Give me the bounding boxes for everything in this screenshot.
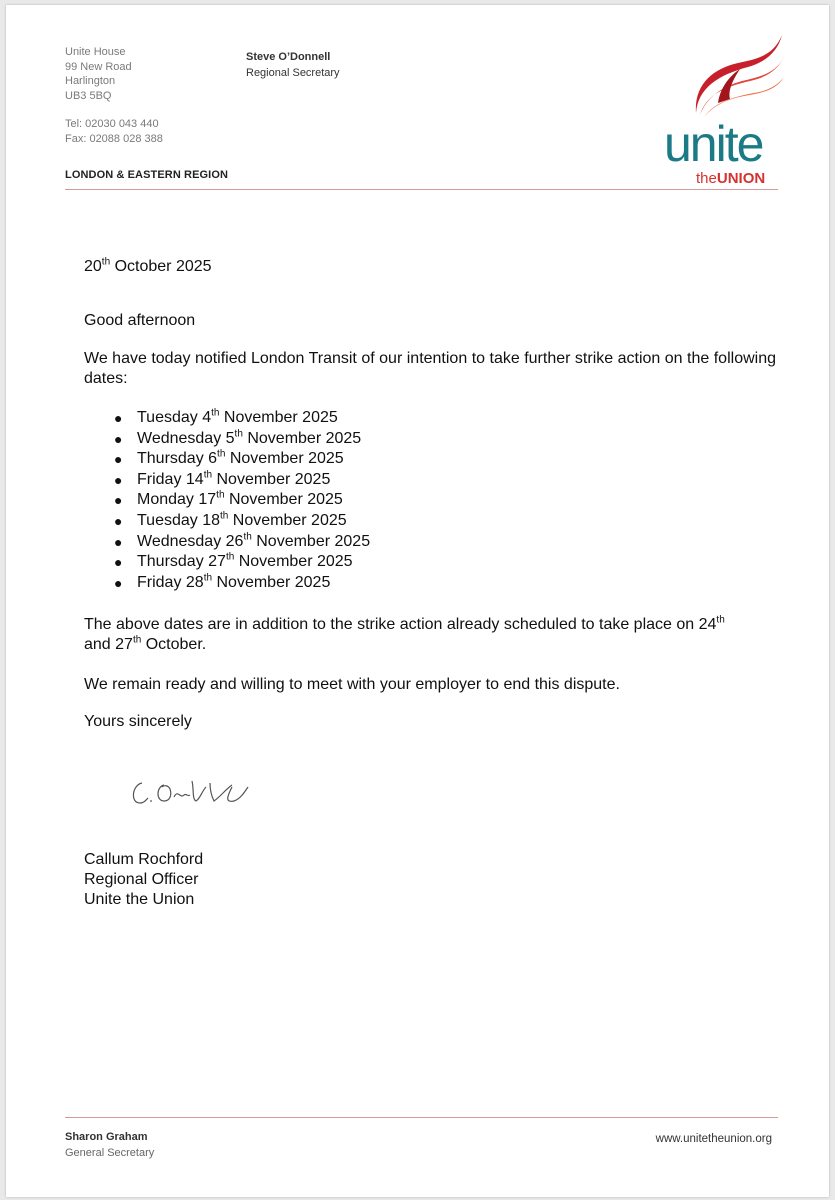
date-text: Thursday 27 bbox=[137, 553, 226, 571]
gen-sec-name: Sharon Graham bbox=[65, 1131, 148, 1143]
closing: Yours sincerely bbox=[84, 713, 192, 730]
date-suffix: th bbox=[217, 448, 226, 460]
signer-block bbox=[84, 850, 203, 910]
footer-rule bbox=[65, 1117, 778, 1118]
bullet-icon: ● bbox=[114, 554, 123, 571]
additional-text: The above dates are in addition to the strike action already scheduled to take place on 24 bbox=[84, 616, 717, 633]
list-item bbox=[84, 490, 484, 511]
date-text: Tuesday 4 bbox=[137, 409, 212, 426]
date-suffix: th bbox=[101, 256, 111, 268]
date-text: November 2025 bbox=[212, 470, 331, 488]
additional-line-1 bbox=[84, 615, 776, 635]
date-suffix: th bbox=[243, 531, 252, 543]
date-text: November 2025 bbox=[225, 450, 344, 468]
additional-paragraph bbox=[84, 615, 776, 655]
date-text: November 2025 bbox=[224, 491, 343, 509]
greeting: Good afternoon bbox=[84, 312, 196, 329]
meet-paragraph: We remain ready and willing to meet with your employer to end this dispute. bbox=[84, 676, 620, 693]
date-suffix: th bbox=[211, 407, 220, 419]
date-text: Tuesday 18 bbox=[137, 511, 221, 529]
list-item bbox=[84, 573, 484, 594]
date-text: Friday 14 bbox=[137, 470, 204, 488]
logo-union: UNION bbox=[716, 170, 766, 187]
bullet-icon: ● bbox=[114, 471, 123, 488]
address-line: Harlington bbox=[65, 75, 116, 87]
logo-wordmark: unite bbox=[664, 116, 763, 172]
additional-suffix: th bbox=[716, 614, 725, 626]
list-item bbox=[84, 532, 484, 553]
signer-name: Callum Rochford bbox=[84, 851, 204, 868]
fax: Fax: 02088 028 388 bbox=[65, 132, 163, 145]
secretary-name: Steve O’Donnell bbox=[246, 51, 331, 63]
signer-title: Regional Officer bbox=[84, 871, 199, 888]
date-text: Thursday 6 bbox=[137, 450, 218, 468]
additional-text: and 27 bbox=[84, 636, 133, 653]
date-text: November 2025 bbox=[242, 429, 362, 447]
list-item bbox=[84, 408, 484, 429]
date-text: Wednesday 26 bbox=[137, 532, 244, 550]
bullet-icon: ● bbox=[114, 533, 123, 550]
contact-details bbox=[65, 117, 163, 146]
additional-suffix: th bbox=[132, 634, 142, 646]
date-text: November 2025 bbox=[228, 511, 347, 529]
bullet-icon: ● bbox=[114, 451, 123, 468]
signature bbox=[128, 775, 258, 815]
intro-paragraph: We have today notified London Transit of our intention to take further strike action on the following dates: bbox=[84, 350, 776, 387]
bullet-icon: ● bbox=[114, 410, 123, 426]
bullet-icon: ● bbox=[114, 512, 123, 529]
logo-the: the bbox=[696, 170, 717, 187]
bullet-icon: ● bbox=[114, 492, 123, 509]
list-item bbox=[84, 449, 484, 470]
letter-page bbox=[6, 5, 829, 1197]
date-suffix: th bbox=[220, 510, 229, 522]
signer-org: Unite the Union bbox=[84, 891, 195, 908]
region-heading: LONDON & EASTERN REGION bbox=[65, 169, 229, 181]
website-link[interactable]: www.unitetheunion.org bbox=[655, 1133, 772, 1145]
date-suffix: th bbox=[225, 551, 235, 563]
bullet-icon: ● bbox=[114, 430, 123, 447]
date-text: November 2025 bbox=[234, 553, 353, 571]
address-line: 99 New Road bbox=[65, 60, 132, 73]
bullet-icon: ● bbox=[114, 574, 123, 591]
date-day: 20 bbox=[84, 258, 102, 275]
unite-flame-logo-icon bbox=[678, 33, 788, 123]
date-text: Monday 17 bbox=[137, 491, 217, 509]
address-line: UB3 5BQ bbox=[65, 89, 112, 102]
unite-logo bbox=[658, 33, 788, 193]
general-secretary bbox=[65, 1129, 154, 1161]
date-suffix: th bbox=[203, 469, 213, 481]
logo-tagline bbox=[696, 170, 765, 187]
date-suffix: th bbox=[216, 490, 225, 502]
date-rest: October 2025 bbox=[110, 258, 212, 275]
strike-dates-list bbox=[84, 408, 484, 593]
date-text: November 2025 bbox=[212, 573, 331, 591]
gen-sec-title: General Secretary bbox=[65, 1147, 155, 1159]
secretary-title: Regional Secretary bbox=[246, 67, 340, 79]
letter-date bbox=[84, 257, 784, 277]
date-text: Friday 28 bbox=[137, 573, 204, 591]
sender-address bbox=[65, 45, 132, 103]
additional-line-2 bbox=[84, 635, 776, 655]
date-text: Wednesday 5 bbox=[137, 429, 235, 447]
list-item bbox=[84, 429, 484, 450]
date-suffix: th bbox=[203, 572, 213, 584]
regional-secretary bbox=[246, 49, 340, 81]
date-suffix: th bbox=[234, 428, 243, 440]
address-line: Unite House bbox=[65, 46, 126, 58]
telephone: Tel: 02030 043 440 bbox=[65, 118, 159, 130]
list-item bbox=[84, 552, 484, 573]
date-text: November 2025 bbox=[219, 409, 338, 426]
additional-text: October. bbox=[141, 636, 207, 653]
list-item bbox=[84, 470, 484, 491]
list-item bbox=[84, 511, 484, 532]
date-text: November 2025 bbox=[251, 532, 371, 550]
